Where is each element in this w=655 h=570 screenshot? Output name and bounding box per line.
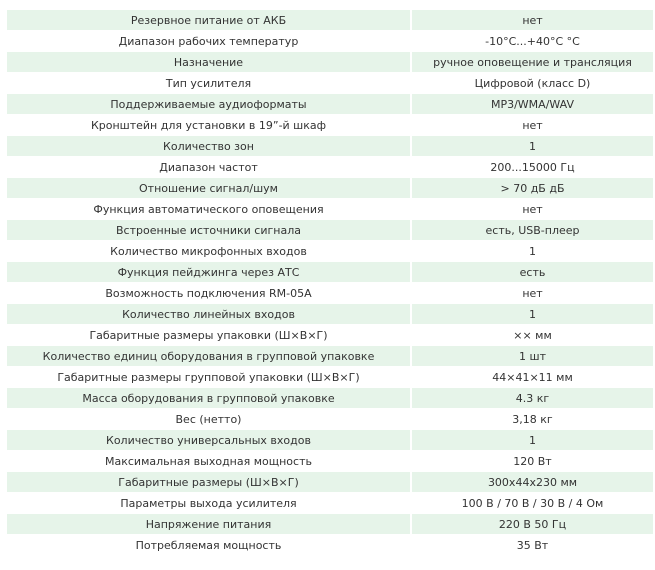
- spec-value-cell: -10°C...+40°C °C: [412, 31, 653, 51]
- spec-row: [7, 136, 653, 157]
- spec-row: [7, 157, 653, 178]
- spec-row: [7, 388, 653, 409]
- spec-value-cell: 44×41×11 мм: [412, 367, 653, 387]
- spec-row: [7, 493, 653, 514]
- spec-value-cell: нет: [412, 199, 653, 219]
- spec-name-cell: Функция автоматического оповещения: [7, 199, 410, 219]
- spec-row: [7, 262, 653, 283]
- spec-value-cell: 220 В 50 Гц: [412, 514, 653, 534]
- spec-name-cell: Потребляемая мощность: [7, 535, 410, 555]
- spec-name-cell: Масса оборудования в групповой упаковке: [7, 388, 410, 408]
- spec-row: [7, 304, 653, 325]
- spec-name-cell: Возможность подключения RM-05A: [7, 283, 410, 303]
- spec-row: [7, 346, 653, 367]
- spec-row: [7, 199, 653, 220]
- spec-name-cell: Количество универсальных входов: [7, 430, 410, 450]
- spec-value-cell: > 70 дБ дБ: [412, 178, 653, 198]
- spec-row: [7, 472, 653, 493]
- spec-value-cell: 1 шт: [412, 346, 653, 366]
- spec-row: [7, 31, 653, 52]
- spec-value-cell: 120 Вт: [412, 451, 653, 471]
- spec-name-cell: Отношение сигнал/шум: [7, 178, 410, 198]
- spec-value-cell: нет: [412, 283, 653, 303]
- spec-row: [7, 52, 653, 73]
- spec-name-cell: Назначение: [7, 52, 410, 72]
- spec-name-cell: Количество микрофонных входов: [7, 241, 410, 261]
- spec-value-cell: 300x44x230 мм: [412, 472, 653, 492]
- spec-name-cell: Поддерживаемые аудиоформаты: [7, 94, 410, 114]
- spec-value-cell: 1: [412, 136, 653, 156]
- spec-value-cell: ×× мм: [412, 325, 653, 345]
- spec-name-cell: Диапазон рабочих температур: [7, 31, 410, 51]
- spec-row: [7, 409, 653, 430]
- spec-name-cell: Количество зон: [7, 136, 410, 156]
- spec-name-cell: Количество линейных входов: [7, 304, 410, 324]
- spec-name-cell: Напряжение питания: [7, 514, 410, 534]
- spec-value-cell: 3,18 кг: [412, 409, 653, 429]
- spec-name-cell: Параметры выхода усилителя: [7, 493, 410, 513]
- spec-row: [7, 283, 653, 304]
- spec-row: [7, 241, 653, 262]
- spec-value-cell: 35 Вт: [412, 535, 653, 555]
- spec-name-cell: Встроенные источники сигнала: [7, 220, 410, 240]
- spec-value-cell: 100 В / 70 В / 30 В / 4 Ом: [412, 493, 653, 513]
- spec-table: [7, 10, 653, 556]
- spec-row: [7, 10, 653, 31]
- spec-row: [7, 535, 653, 556]
- spec-name-cell: Количество единиц оборудования в групповой упаковке: [7, 346, 410, 366]
- spec-value-cell: нет: [412, 10, 653, 30]
- spec-name-cell: Габаритные размеры (Ш×В×Г): [7, 472, 410, 492]
- spec-row: [7, 451, 653, 472]
- spec-value-cell: есть, USB-плеер: [412, 220, 653, 240]
- spec-row: [7, 178, 653, 199]
- spec-value-cell: 1: [412, 430, 653, 450]
- spec-value-cell: MP3/WMA/WAV: [412, 94, 653, 114]
- spec-name-cell: Функция пейджинга через АТС: [7, 262, 410, 282]
- spec-name-cell: Тип усилителя: [7, 73, 410, 93]
- spec-value-cell: ручное оповещение и трансляция: [412, 52, 653, 72]
- spec-row: [7, 115, 653, 136]
- spec-row: [7, 514, 653, 535]
- spec-name-cell: Диапазон частот: [7, 157, 410, 177]
- spec-row: [7, 220, 653, 241]
- spec-value-cell: Цифровой (класс D): [412, 73, 653, 93]
- spec-row: [7, 325, 653, 346]
- spec-value-cell: 200...15000 Гц: [412, 157, 653, 177]
- spec-name-cell: Максимальная выходная мощность: [7, 451, 410, 471]
- spec-row: [7, 73, 653, 94]
- spec-value-cell: 1: [412, 241, 653, 261]
- spec-name-cell: Резервное питание от АКБ: [7, 10, 410, 30]
- spec-name-cell: Вес (нетто): [7, 409, 410, 429]
- spec-value-cell: 4.3 кг: [412, 388, 653, 408]
- spec-row: [7, 367, 653, 388]
- spec-name-cell: Габаритные размеры упаковки (Ш×В×Г): [7, 325, 410, 345]
- spec-value-cell: нет: [412, 115, 653, 135]
- spec-value-cell: есть: [412, 262, 653, 282]
- spec-row: [7, 430, 653, 451]
- spec-name-cell: Габаритные размеры групповой упаковки (Ш×В×Г): [7, 367, 410, 387]
- spec-name-cell: Кронштейн для установки в 19”-й шкаф: [7, 115, 410, 135]
- spec-row: [7, 94, 653, 115]
- spec-value-cell: 1: [412, 304, 653, 324]
